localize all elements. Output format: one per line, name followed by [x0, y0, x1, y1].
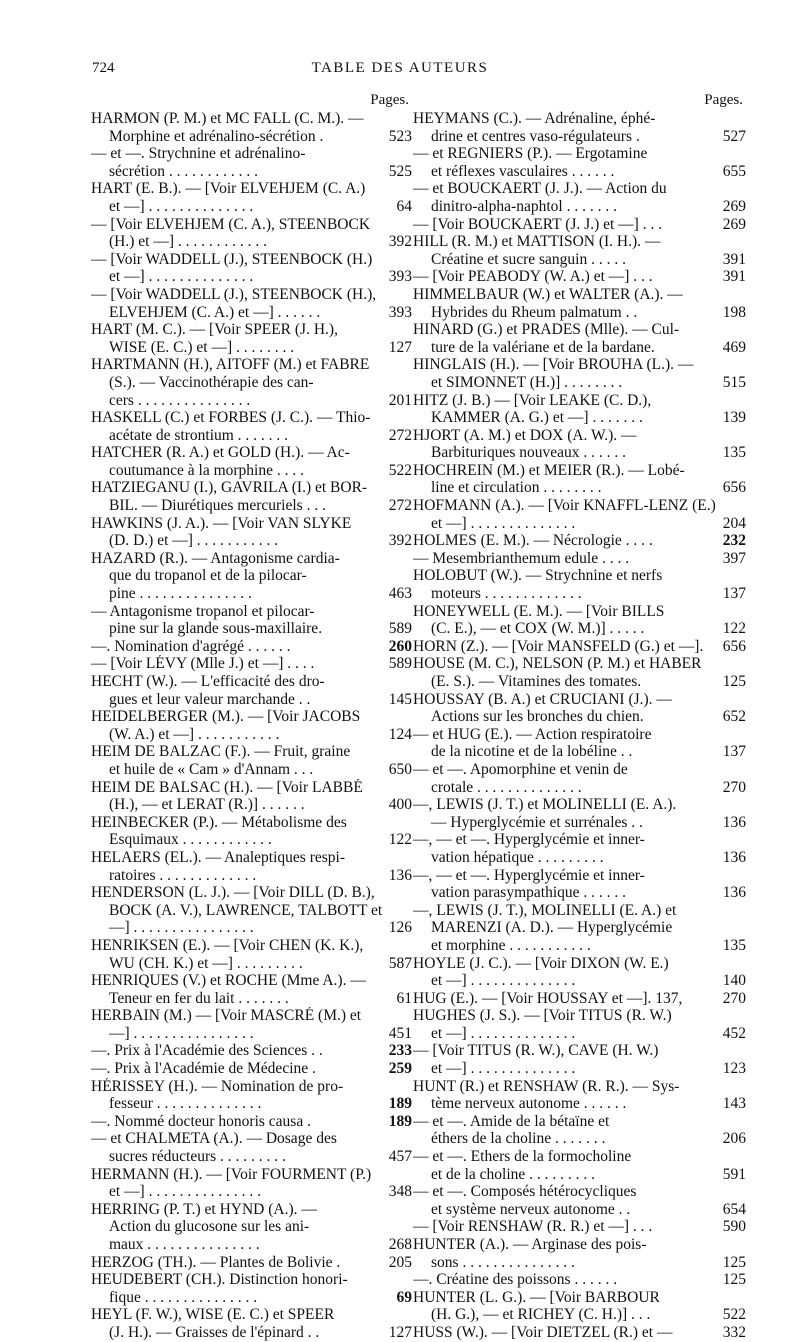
index-entry	[91, 145, 412, 180]
left-entry-list	[91, 110, 412, 1342]
entry-line: HOYLE (J. C.). — [Voir DIXON (W. E.)	[413, 954, 669, 972]
pages-column-header: Pages.	[370, 92, 409, 108]
entry-line: Action du glucosone sur les ani-	[109, 1218, 310, 1236]
entry-line: HINGLAIS (H.). — [Voir BROUHA (L.). —	[413, 356, 694, 374]
entry-page-number: 206	[722, 1130, 746, 1148]
index-entry	[413, 1007, 746, 1042]
index-entry	[413, 356, 746, 391]
entry-page-number: 392	[388, 233, 412, 251]
index-entry	[413, 831, 746, 866]
entry-line: sucres réducteurs . . . . . . . . .	[109, 1148, 286, 1166]
index-entry	[413, 567, 746, 603]
entry-line: —. Créatine des poissons . . . . . .	[413, 1271, 618, 1289]
entry-page-number: 452	[722, 1024, 746, 1042]
entry-page-number: 124	[388, 725, 412, 743]
index-entry	[413, 1077, 746, 1113]
entry-page-number: 260	[388, 637, 412, 655]
entry-line: HUNTER (L. G.). — [Voir BARBOUR	[413, 1288, 660, 1306]
index-entry	[413, 180, 746, 215]
entry-line: HECHT (W.). — L'efficacité des dro-	[91, 673, 325, 690]
entry-line: (E. S.). — Vitamines des tomates.	[431, 673, 642, 690]
entry-line: et système nerveux autonome . .	[431, 1200, 631, 1218]
entry-page-number: 652	[722, 708, 746, 726]
index-entry	[413, 145, 746, 180]
entry-page-number: 125	[722, 1271, 746, 1289]
entry-line: pine . . . . . . . . . . . . . . .	[109, 585, 252, 603]
index-entry	[91, 813, 412, 849]
entry-line: —] . . . . . . . . . . . . . . . .	[109, 919, 254, 937]
index-entry	[91, 444, 412, 479]
entry-line: et —] . . . . . . . . . . . . . .	[431, 514, 576, 532]
index-entry	[91, 215, 412, 251]
entry-line: HÉRISSEY (H.). — Nomination de pro-	[91, 1077, 344, 1095]
entry-line: — et —. Amide de la bétaïne et	[413, 1112, 610, 1130]
entry-page-number: 268	[388, 1236, 412, 1253]
index-entry	[413, 461, 746, 497]
entry-line: — Hyperglycémie et surrénales . .	[431, 813, 643, 831]
entry-line: — [Voir WADDELL (J.), STEENBOCK (H.),	[91, 285, 377, 303]
entry-line: HATZIEGANU (I.), GAVRILA (I.) et BOR-	[91, 479, 368, 497]
entry-line: MARENZI (A. D.). — Hyperglycémie	[431, 919, 673, 937]
index-entry	[91, 1060, 412, 1078]
entry-page-number: 590	[722, 1218, 746, 1236]
entry-line: Créatine et sucre sanguin . . . . .	[431, 250, 626, 268]
entry-page-number: 654	[722, 1200, 746, 1218]
entry-line: maux . . . . . . . . . . . . . . .	[109, 1236, 260, 1253]
index-entry	[413, 690, 746, 726]
entry-line: —, — et —. Hyperglycémie et inner-	[413, 866, 645, 884]
index-entry	[413, 321, 746, 356]
entry-line: — Antagonisme tropanol et pilocar-	[91, 602, 315, 620]
entry-line: HUGHES (J. S.). — [Voir TITUS (R. W.)	[413, 1007, 672, 1025]
index-entry	[413, 110, 746, 145]
index-entry	[413, 1183, 746, 1218]
entry-page-number: 527	[722, 127, 746, 145]
entry-line: (H.), — et LERAT (R.)] . . . . . .	[109, 796, 305, 814]
entry-line: —. Prix à l'Académie des Sciences . .	[91, 1042, 323, 1060]
index-entry	[91, 1007, 412, 1042]
entry-line: — [Voir PEABODY (W. A.) et —] . . .	[413, 268, 653, 286]
index-entry	[413, 532, 746, 550]
entry-line: HOUSE (M. C.), NELSON (P. M.) et HABER	[413, 655, 702, 673]
entry-line: — [Voir WADDELL (J.), STEENBOCK (H.)	[91, 250, 373, 268]
entry-line: HEYMANS (C.). — Adrénaline, éphé-	[413, 110, 656, 127]
entry-line: HEYL (F. W.), WISE (E. C.) et SPEER	[91, 1306, 335, 1324]
entry-line: Barbituriques nouveaux . . . . . .	[431, 444, 627, 462]
entry-line: — et —. Composés hétérocycliques	[413, 1183, 637, 1201]
entry-page-number: 391	[722, 250, 746, 268]
entry-line: HAZARD (R.). — Antagonisme cardia-	[91, 549, 340, 567]
entry-line: (H.) et —] . . . . . . . . . . . .	[109, 233, 267, 251]
entry-line: gues et leur valeur marchande . .	[109, 690, 311, 708]
entry-line: Actions sur les bronches du chien.	[431, 708, 644, 726]
entry-line: line et circulation . . . . . . . .	[431, 479, 602, 497]
entry-page-number: 523	[388, 127, 412, 145]
entry-line: Esquimaux . . . . . . . . . . . .	[109, 831, 272, 849]
right-entry-list	[413, 110, 746, 1342]
entry-line: HOFMANN (A.). — [Voir KNAFFL-LENZ (E.)	[413, 497, 716, 515]
entry-line: pine sur la glande sous-maxillaire.	[109, 620, 323, 638]
entry-page-number: 64	[396, 197, 412, 215]
entry-line: HILL (R. M.) et MATTISON (I. H.). —	[413, 233, 661, 251]
index-entry	[91, 1042, 412, 1060]
entry-line: HELAERS (EL.). — Analeptiques respi-	[91, 848, 345, 866]
entry-line: et SIMONNET (H.)] . . . . . . . .	[431, 373, 623, 391]
entry-line: vation hépatique . . . . . . . . .	[431, 848, 604, 866]
entry-line: de la nicotine et de la lobéline . .	[431, 743, 633, 761]
running-title: TABLE DES AUTEURS	[311, 60, 489, 76]
entry-page-number: 522	[722, 1306, 746, 1324]
index-entry	[91, 409, 412, 444]
entry-line: ture de la valériane et de la bardane.	[431, 338, 655, 356]
entry-page-number: 259	[388, 1060, 412, 1078]
entry-page-number: 189	[388, 1112, 412, 1130]
entry-page-number: 451	[388, 1024, 412, 1042]
entry-line: —. Prix à l'Académie de Médecine .	[91, 1060, 316, 1078]
entry-line: et de la choline . . . . . . . . .	[431, 1165, 595, 1183]
index-entry	[413, 1112, 746, 1148]
entry-line: HOCHREIN (M.) et MEIER (R.). — Lobé-	[413, 461, 685, 479]
entry-line: et —] . . . . . . . . . . . . . .	[431, 972, 576, 990]
entry-page-number: 122	[388, 831, 412, 849]
entry-page-number: 189	[388, 1095, 412, 1113]
entry-page-number: 136	[388, 866, 412, 884]
index-entry	[413, 497, 746, 532]
entry-page-number: 400	[388, 796, 412, 814]
entry-line: crotale . . . . . . . . . . . . . .	[431, 778, 582, 796]
entry-page-number: 272	[388, 497, 412, 515]
index-entry	[91, 356, 412, 409]
entry-page-number: 137	[722, 743, 746, 761]
entry-page-number: 143	[722, 1095, 746, 1113]
entry-line: (W. A.) et —] . . . . . . . . . . .	[109, 725, 280, 743]
entry-page-number: 140	[722, 972, 746, 990]
index-entry	[413, 268, 746, 286]
entry-line: BIL. — Diurétiques mercuriels . . .	[109, 497, 326, 515]
entry-line: — [Voir BOUCKAERT (J. J.) et —] . . .	[413, 215, 663, 233]
entry-line: moteurs . . . . . . . . . . . . .	[431, 585, 582, 603]
index-entry	[91, 778, 412, 814]
index-entry	[91, 602, 412, 638]
entry-page-number: 393	[388, 268, 412, 286]
index-entry	[413, 1288, 746, 1324]
entry-line: coutumance à la morphine . . . .	[109, 461, 304, 479]
entry-page-number: 270	[722, 778, 746, 796]
entry-line: HARTMANN (H.), AITOFF (M.) et FABRE	[91, 356, 370, 374]
entry-line: HOLOBUT (W.). — Strychnine et nerfs	[413, 567, 663, 585]
entry-line: et —] . . . . . . . . . . . . . .	[431, 1024, 576, 1042]
entry-line: (S.). — Vaccinothérapie des can-	[109, 373, 314, 391]
entry-line: HATCHER (R. A.) et GOLD (H.). — Ac-	[91, 444, 350, 462]
entry-page-number: 656	[722, 479, 746, 497]
entry-line: HITZ (J. B.) — [Voir LEAKE (C. D.),	[413, 391, 652, 409]
index-entry	[91, 655, 412, 673]
index-entry	[91, 1130, 412, 1166]
page-number: 724	[92, 60, 115, 76]
entry-page-number: 127	[388, 1323, 412, 1341]
entry-line: Morphine et adrénalino-sécrétion .	[109, 127, 324, 145]
entry-line: HAWKINS (J. A.). — [Voir VAN SLYKE	[91, 514, 352, 532]
pages-column-header: Pages.	[704, 92, 743, 108]
entry-line: Teneur en fer du lait . . . . . . .	[109, 989, 289, 1007]
entry-line: et —] . . . . . . . . . . . . . .	[109, 268, 254, 286]
index-entry	[413, 1218, 746, 1236]
entry-page-number: 587	[388, 954, 412, 972]
entry-line: HEIM DE BALZAC (F.). — Fruit, graine	[91, 743, 351, 761]
index-entry	[413, 655, 746, 690]
entry-page-number: 232	[722, 532, 746, 550]
left-column	[91, 92, 412, 1342]
entry-page-number: 522	[388, 461, 412, 479]
entry-page-number: 348	[388, 1183, 412, 1201]
entry-line: HOUSSAY (B. A.) et CRUCIANI (J.). —	[413, 690, 672, 708]
index-entry	[413, 796, 746, 831]
index-entry	[91, 972, 412, 1007]
entry-line: et réflexes vasculaires . . . . . .	[431, 162, 615, 180]
entry-page-number: 135	[722, 444, 746, 462]
entry-line: —, — et —. Hyperglycémie et inner-	[413, 831, 645, 849]
entry-page-number: 269	[722, 197, 746, 215]
entry-page-number: 650	[388, 760, 412, 778]
index-entry	[91, 637, 412, 656]
entry-page-number: 69	[396, 1288, 412, 1306]
index-entry	[91, 180, 412, 215]
entry-line: que du tropanol et de la pilocar-	[109, 567, 307, 585]
entry-page-number: 397	[722, 549, 746, 567]
entry-line: Hybrides du Rheum palmatum . .	[431, 303, 638, 321]
index-entry	[413, 760, 746, 796]
entry-page-number: 656	[722, 637, 746, 655]
entry-line: fique . . . . . . . . . . . . . . .	[109, 1288, 258, 1306]
entry-page-number: 233	[388, 1042, 412, 1060]
index-entry	[91, 1165, 412, 1201]
index-entry	[91, 514, 412, 550]
entry-page-number: 332	[722, 1323, 746, 1341]
entry-line: HEIM DE BALSAC (H.). — [Voir LABBÉ	[91, 778, 363, 796]
index-entry	[91, 1077, 412, 1113]
entry-line: HONEYWELL (E. M.). — [Voir BILLS	[413, 602, 665, 620]
entry-page-number: 125	[722, 673, 746, 690]
entry-line: sons . . . . . . . . . . . . . . .	[431, 1253, 575, 1271]
entry-line: HENRIKSEN (E.). — [Voir CHEN (K. K.),	[91, 936, 364, 954]
entry-line: ELVEHJEM (C. A.) et —] . . . . . .	[109, 303, 321, 321]
entry-line: HIMMELBAUR (W.) et WALTER (A.). —	[413, 285, 683, 303]
entry-line: HEUDEBERT (CH.). Distinction honori-	[91, 1271, 348, 1289]
entry-page-number: 136	[722, 848, 746, 866]
entry-line: BOCK (A. V.), LAWRENCE, TALBOTT et	[109, 901, 383, 919]
entry-page-number: 136	[722, 884, 746, 902]
index-entry	[413, 602, 746, 638]
entry-line: —] . . . . . . . . . . . . . . . .	[109, 1024, 254, 1042]
index-entry	[413, 391, 746, 427]
index-entry	[91, 1200, 412, 1254]
entry-line: HUNT (R.) et RENSHAW (R. R.). — Sys-	[413, 1077, 680, 1095]
entry-page-number: 135	[722, 936, 746, 954]
entry-page-number: 201	[388, 391, 412, 409]
index-entry	[413, 901, 746, 955]
index-entry	[413, 954, 746, 990]
entry-line: HINARD (G.) et PRADES (Mlle). — Cul-	[413, 321, 680, 339]
entry-line: HERBAIN (M.) — [Voir MASCRÉ (M.) et	[91, 1007, 362, 1025]
entry-page-number: 125	[722, 1253, 746, 1271]
entry-line: HENDERSON (L. J.). — [Voir DILL (D. B.),	[91, 884, 375, 902]
index-entry	[413, 866, 746, 902]
entry-line: (H. G.), — et RICHEY (C. H.)] . . .	[431, 1306, 651, 1324]
entry-page-number: 393	[388, 303, 412, 321]
entry-page-number: 457	[388, 1148, 412, 1166]
index-entry	[91, 1306, 412, 1341]
entry-line: — et —. Apomorphine et venin de	[413, 760, 628, 778]
entry-line: HOLMES (E. M.). — Nécrologie . . . .	[413, 532, 653, 550]
index-entry	[413, 725, 746, 761]
entry-line: et —] . . . . . . . . . . . . . . .	[109, 1183, 261, 1201]
index-entry	[91, 1112, 412, 1131]
entry-line: tème nerveux autonome . . . . . .	[431, 1095, 627, 1113]
index-entry	[91, 848, 412, 884]
entry-line: vation parasympathique . . . . . .	[431, 884, 626, 902]
index-entry	[413, 215, 746, 234]
index-entry	[91, 673, 412, 708]
index-entry	[91, 1271, 412, 1306]
entry-line: HEIDELBERGER (M.). — [Voir JACOBS	[91, 708, 361, 726]
entry-page-number: 122	[722, 620, 746, 638]
entry-line: — et BOUCKAERT (J. J.). — Action du	[413, 180, 667, 198]
entry-page-number: 123	[722, 1060, 746, 1078]
entry-line: (D. D.) et —] . . . . . . . . . . .	[109, 532, 279, 550]
entry-line: WISE (E. C.) et —] . . . . . . . .	[109, 338, 295, 356]
entry-line: — et REGNIERS (P.). — Ergotamine	[413, 145, 648, 163]
entry-page-number: 392	[388, 532, 412, 550]
entry-line: — et CHALMETA (A.). — Dosage des	[91, 1130, 337, 1148]
entry-page-number: 204	[722, 514, 746, 532]
entry-line: (C. E.), — et COX (W. M.)] . . . . .	[431, 620, 645, 638]
entry-line: HUNTER (A.). — Arginase des pois-	[413, 1236, 647, 1253]
entry-line: HUG (E.). — [Voir HOUSSAY et —]. 137,	[413, 989, 683, 1007]
index-entry	[413, 285, 746, 321]
entry-line: — et —. Strychnine et adrénalino-	[91, 145, 306, 163]
index-entry	[413, 989, 746, 1008]
entry-line: HJORT (A. M.) et DOX (A. W.). —	[413, 426, 637, 444]
index-entry	[413, 637, 746, 656]
entry-page-number: 126	[388, 919, 412, 937]
entry-line: HERMANN (H.). — [Voir FOURMENT (P.)	[91, 1165, 372, 1183]
index-entry	[91, 884, 412, 937]
entry-line: — [Voir TITUS (R. W.), CAVE (H. W.)	[413, 1042, 659, 1060]
entry-line: HARMON (P. M.) et MC FALL (C. M.). —	[91, 110, 364, 127]
entry-line: sécrétion . . . . . . . . . . . .	[109, 162, 258, 180]
entry-line: HORN (Z.). — [Voir MANSFELD (G.) et —].	[413, 637, 704, 655]
entry-line: et —] . . . . . . . . . . . . . .	[109, 197, 254, 215]
index-entry	[413, 1042, 746, 1078]
entry-line: HEINBECKER (P.). — Métabolisme des	[91, 813, 347, 831]
entry-line: (J. H.). — Graisses de l'épinard . .	[109, 1323, 320, 1341]
entry-page-number: 525	[388, 162, 412, 180]
entry-line: HERZOG (TH.). — Plantes de Bolivie .	[91, 1253, 341, 1271]
entry-line: acétate de strontium . . . . . . .	[109, 426, 289, 444]
entry-line: HUSS (W.). — [Voir DIETZEL (R.) et —	[413, 1323, 673, 1341]
entry-line: —. Nommé docteur honoris causa .	[91, 1112, 311, 1130]
entry-line: HART (M. C.). — [Voir SPEER (J. H.),	[91, 321, 338, 339]
entry-page-number: 139	[722, 409, 746, 427]
entry-line: — et —. Ethers de la formocholine	[413, 1148, 632, 1166]
entry-page-number: 591	[722, 1165, 746, 1183]
entry-page-number: 463	[388, 585, 412, 603]
entry-line: drine et centres vaso-régulateurs .	[431, 127, 640, 145]
entry-line: — et HUG (E.). — Action respiratoire	[413, 725, 652, 743]
entry-line: ratoires . . . . . . . . . . . . .	[109, 866, 257, 884]
entry-line: et —] . . . . . . . . . . . . . .	[431, 1060, 576, 1078]
index-entry	[413, 1148, 746, 1183]
index-entry	[91, 549, 412, 603]
entry-page-number: 469	[722, 338, 746, 356]
entry-line: — [Voir RENSHAW (R. R.) et —] . . .	[413, 1218, 653, 1236]
entry-line: — Mesembrianthemum edule . . . .	[413, 549, 630, 567]
entry-line: HASKELL (C.) et FORBES (J. C.). — Thio-	[91, 409, 371, 427]
entry-line: et huile de « Cam » d'Annam . . .	[109, 760, 314, 778]
entry-line: — [Voir LÉVY (Mlle J.) et —] . . . .	[91, 655, 315, 673]
index-entry	[413, 549, 746, 568]
entry-line: KAMMER (A. G.) et —] . . . . . . .	[431, 409, 643, 427]
entry-page-number: 589	[388, 620, 412, 638]
index-entry	[91, 285, 412, 321]
index-entry	[413, 233, 746, 268]
entry-page-number: 137	[722, 585, 746, 603]
entry-page-number: 391	[722, 268, 746, 286]
index-entry	[413, 1271, 746, 1289]
entry-line: dinitro-alpha-naphtol . . . . . . .	[431, 197, 617, 215]
entry-line: cers . . . . . . . . . . . . . . .	[109, 391, 251, 409]
index-entry	[413, 426, 746, 462]
entry-page-number: 269	[722, 215, 746, 233]
index-entry	[413, 1236, 746, 1271]
entry-page-number: 655	[722, 162, 746, 180]
entry-line: —, LEWIS (J. T.) et MOLINELLI (E. A.).	[413, 796, 677, 814]
entry-line: WU (CH. K.) et —] . . . . . . . . .	[109, 954, 303, 972]
entry-page-number: 136	[722, 813, 746, 831]
index-entry	[91, 936, 412, 972]
entry-line: HENRIQUES (V.) et ROCHE (Mme A.). —	[91, 972, 366, 990]
entry-page-number: 145	[388, 690, 412, 708]
entry-page-number: 270	[722, 989, 746, 1007]
entry-line: — [Voir ELVEHJEM (C. A.), STEENBOCK	[91, 215, 371, 233]
entry-page-number: 127	[388, 338, 412, 356]
index-entry	[91, 321, 412, 356]
entry-line: HART (E. B.). — [Voir ELVEHJEM (C. A.)	[91, 180, 366, 198]
entry-page-number: 198	[722, 303, 746, 321]
entry-page-number: 272	[388, 426, 412, 444]
entry-line: et morphine . . . . . . . . . . .	[431, 936, 591, 954]
right-column	[413, 92, 746, 1342]
index-entry	[413, 1323, 746, 1342]
entry-line: HERRING (P. T.) et HYND (A.). —	[91, 1200, 317, 1218]
entry-page-number: 205	[388, 1253, 412, 1271]
index-entry	[91, 110, 412, 145]
entry-page-number: 589	[388, 655, 412, 673]
entry-line: —, LEWIS (J. T.), MOLINELLI (E. A.) et	[413, 901, 677, 919]
entry-line: éthers de la choline . . . . . . .	[431, 1130, 606, 1148]
entry-page-number: 61	[396, 989, 412, 1007]
index-entry	[91, 250, 412, 286]
index-entry	[91, 479, 412, 515]
index-entry	[91, 1253, 412, 1272]
entry-line: —. Nomination d'agrégé . . . . . .	[91, 637, 291, 655]
index-entry	[91, 708, 412, 743]
entry-page-number: 515	[722, 373, 746, 391]
entry-line: fesseur . . . . . . . . . . . . . .	[109, 1095, 262, 1113]
index-entry	[91, 743, 412, 778]
